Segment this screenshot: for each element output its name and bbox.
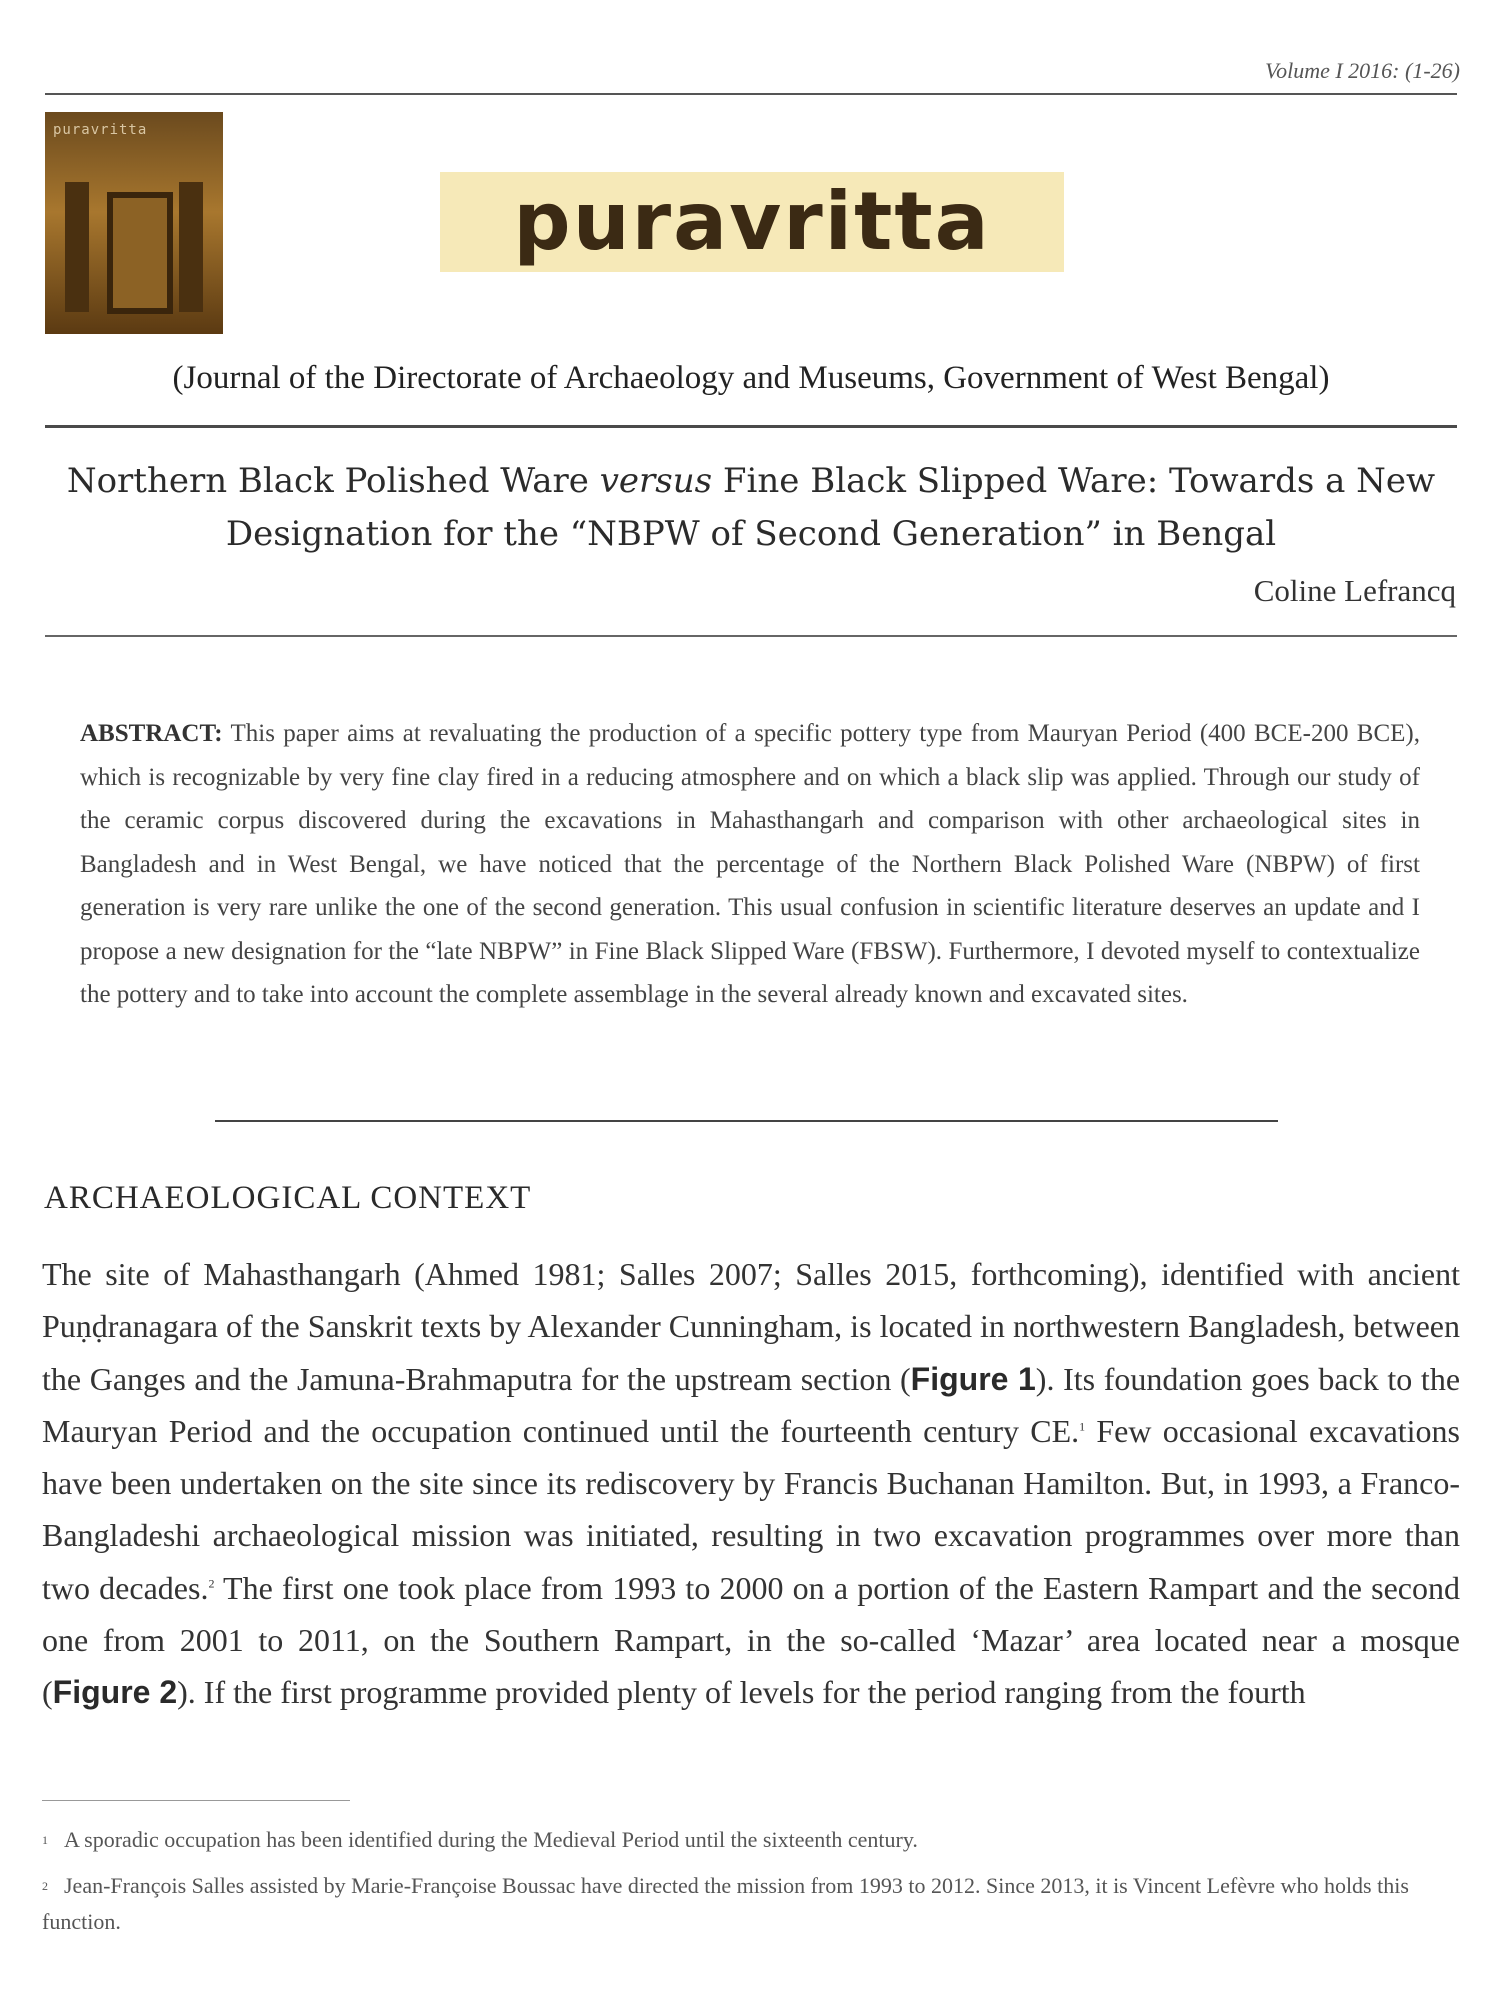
footnote-ref-1[interactable]: 1	[1079, 1419, 1086, 1434]
cover-pillar-left	[65, 182, 89, 312]
footnote-ref-2[interactable]: 2	[208, 1576, 215, 1591]
header-divider	[45, 425, 1457, 428]
body-paragraph	[42, 1248, 1460, 1719]
journal-cover-image	[45, 112, 223, 334]
abstract	[80, 712, 1420, 1017]
body-text-5: ). If the first programme provided plenty of levels for the period ranging from the fourth	[177, 1674, 1306, 1711]
body-text-2: ). Its foundation goes back to the Mauryan Period and the occupation continued until the fourteenth century CE.	[42, 1360, 1461, 1449]
author-divider	[45, 635, 1457, 637]
abstract-label: ABSTRACT:	[80, 720, 223, 747]
logo-text: puravritta	[513, 175, 991, 268]
footnote-divider	[42, 1800, 350, 1801]
body-text-3: Few occasional excavations have been undertaken on the site since its rediscovery by Francis Buchanan Hamilton. But, in 1993, a Franco-Bangladeshi archaeological mission was initiated, resulting in two excavation programmes over more than two decades.	[42, 1412, 1461, 1606]
cover-doorway	[107, 192, 173, 314]
footnote-2-text: Jean-François Salles assisted by Marie-Françoise Boussac have directed the mission from 1993 to 2012. Since 2013, it is Vincent Lefèvre who holds this function.	[42, 1873, 1409, 1934]
body-text-4: The first one took place from 1993 to 2000 on a portion of the Eastern Rampart and the second one from 2001 to 2011, on the Southern Rampart, in the so-called ‘Mazar’ area located near a mosque (	[42, 1569, 1461, 1711]
body-text-1: The site of Mahasthangarh (Ahmed 1981; Salles 2007; Salles 2015, forthcoming), identified with ancient Puṇḍranagara of the Sanskrit texts by Alexander Cunningham, is located in northwestern Bangladesh, between the Ganges and the Jamuna-Brahmaputra for the upstream section (	[42, 1256, 1460, 1397]
volume-info: Volume I 2016: (1-26)	[1265, 58, 1460, 83]
footnote-1-text: A sporadic occupation has been identified during the Medieval Period until the sixteenth century.	[64, 1827, 918, 1852]
author-name: Coline Lefrancq	[1253, 573, 1456, 608]
figure-2-reference[interactable]: Figure 2	[52, 1674, 178, 1711]
title-part-1: Northern Black Polished Ware	[66, 461, 600, 501]
footnote-1-number: 1	[42, 1833, 48, 1847]
article-title	[60, 455, 1442, 561]
cover-pillar-right	[179, 182, 203, 312]
abstract-divider	[215, 1120, 1278, 1122]
title-part-2: Fine Black Slipped Ware: Towards a New Designation for the “NBPW of Second Generation” in Bengal	[225, 461, 1436, 554]
cover-title: puravritta	[53, 122, 148, 138]
footnote-2	[42, 1868, 1460, 1940]
abstract-text: This paper aims at revaluating the production of a specific pottery type from Mauryan Period (400 BCE-200 BCE), which is recognizable by very fine clay fired in a reducing atmosphere and on which a black slip was applied. Through our study of the ceramic corpus discovered during the excavations in Mahasthangarh and comparison with other archaeological sites in Bangladesh and in West Bengal, we have noticed that the percentage of the Northern Black Polished Ware (NBPW) of first generation is very rare unlike the one of the second generation. This usual confusion in scientific literature deserves an update and I propose a new designation for the “late NBPW” in Fine Black Slipped Ware (FBSW). Furthermore, I devoted myself to contextualize the pottery and to take into account the complete assemblage in the several already known and excavated sites.	[80, 720, 1420, 1008]
figure-1-reference[interactable]: Figure 1	[910, 1360, 1036, 1397]
title-versus: versus	[599, 461, 713, 501]
top-rule	[45, 93, 1457, 95]
journal-subtitle: (Journal of the Directorate of Archaeology and Museums, Government of West Bengal)	[172, 360, 1330, 396]
section-heading: ARCHAEOLOGICAL CONTEXT	[44, 1180, 532, 1216]
footnote-1	[42, 1822, 1460, 1858]
journal-logo	[440, 172, 1064, 272]
footnote-2-number: 2	[42, 1879, 48, 1893]
